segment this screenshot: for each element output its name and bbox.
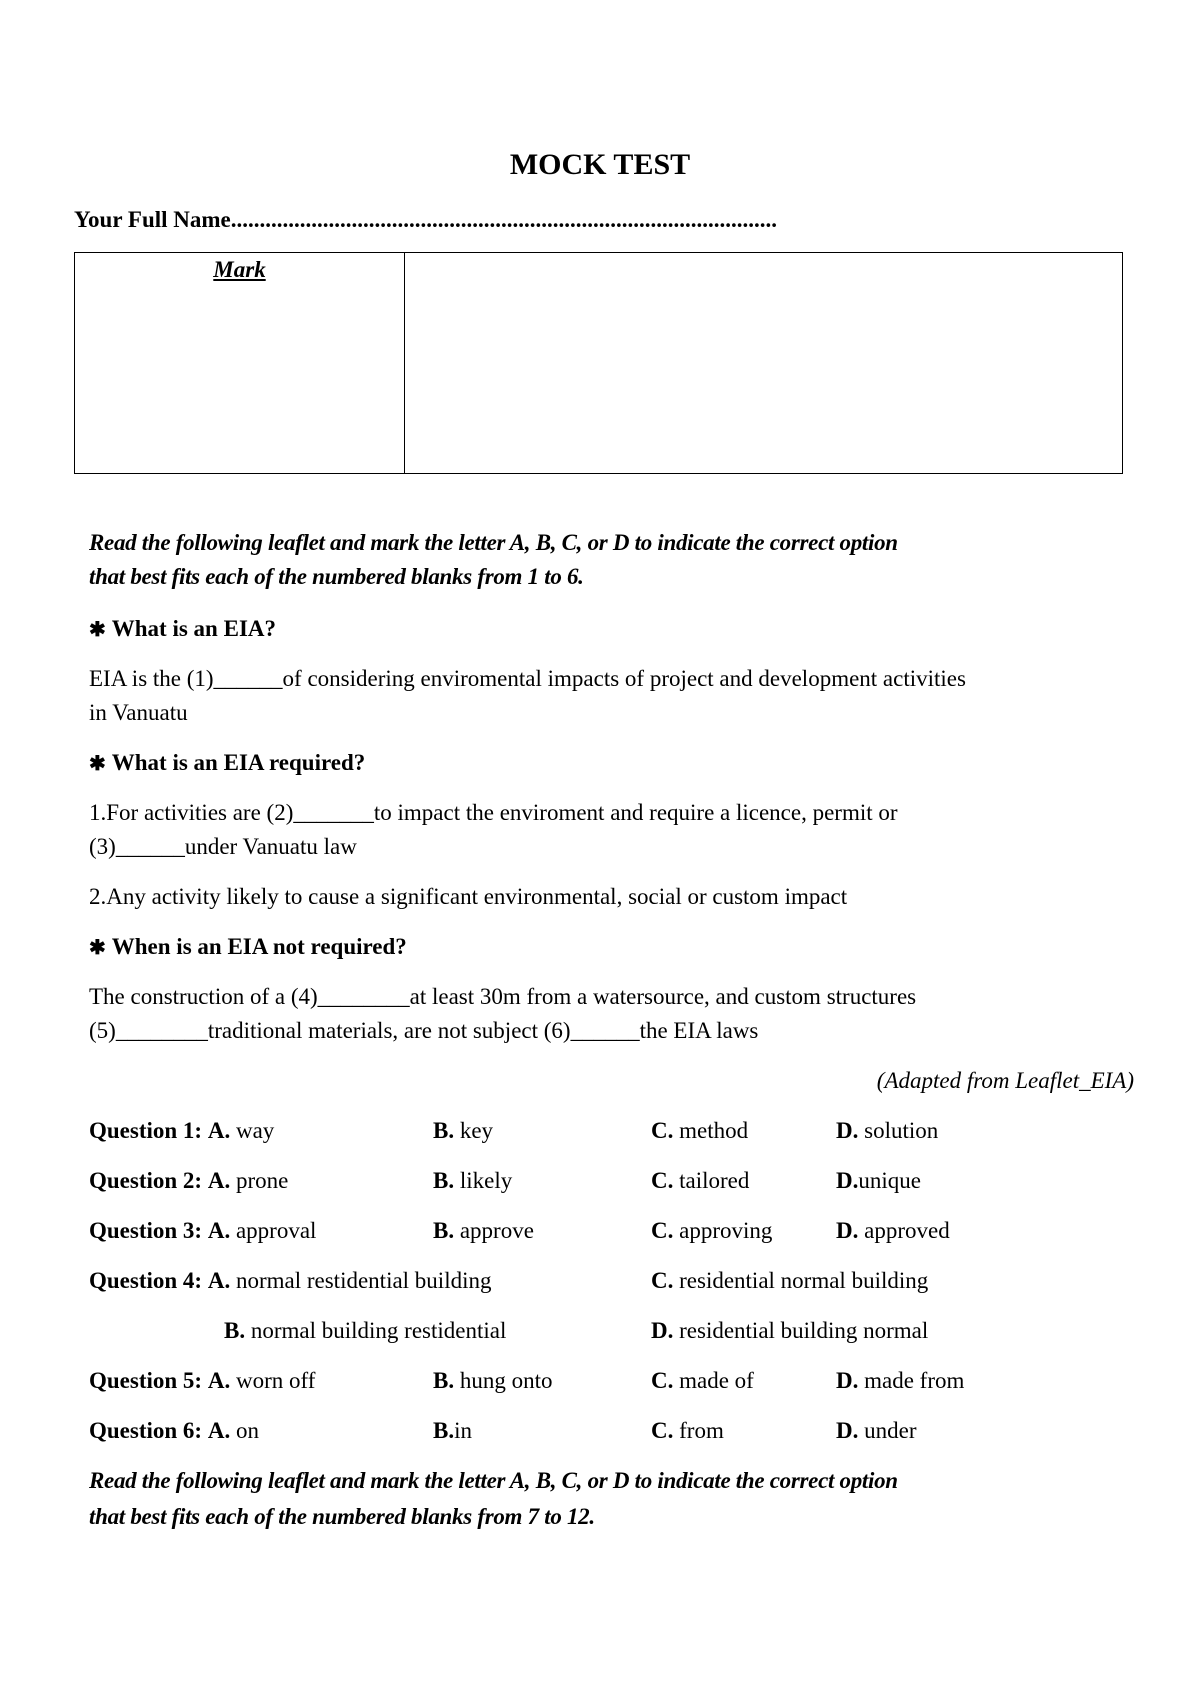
paragraph-line: (3)______under Vanuatu law (89, 834, 357, 859)
mark-table (74, 252, 1123, 474)
page-title: MOCK TEST (509, 148, 691, 181)
option-d: D. solution (836, 1118, 939, 1143)
star-icon: ✱ (89, 937, 106, 959)
question-label: Question 4: A. normal restidential building (89, 1268, 492, 1293)
option-c: C. residential normal building (651, 1268, 929, 1293)
instruction-line: Read the following leaflet and mark the letter A, B, C, or D to indicate the correct option (89, 530, 898, 555)
option-b: B. hung onto (433, 1368, 553, 1393)
option-b: B.in (433, 1418, 472, 1443)
question-label: Question 3: A. approval (89, 1218, 317, 1243)
option-c: C. made of (651, 1368, 754, 1393)
option-b: B. normal building restidential (224, 1318, 507, 1343)
instruction-line: Read the following leaflet and mark the letter A, B, C, or D to indicate the correct option (89, 1468, 898, 1493)
option-d: D. approved (836, 1218, 950, 1243)
question-label: Question 1: A. way (89, 1118, 275, 1143)
paragraph-line: The construction of a (4)________at least 30m from a watersource, and custom structures (89, 984, 917, 1009)
paragraph-line: in Vanuatu (89, 700, 188, 725)
option-d: D. residential building normal (651, 1318, 929, 1343)
paragraph-line: (5)________traditional materials, are not subject (6)______the EIA laws (89, 1018, 759, 1043)
section-heading: ✱ When is an EIA not required? (89, 934, 407, 959)
option-c: C. from (651, 1418, 724, 1443)
option-c: C. method (651, 1118, 749, 1143)
question-label: Question 5: A. worn off (89, 1368, 316, 1393)
mark-label: Mark (213, 257, 266, 282)
option-d: D. under (836, 1418, 917, 1443)
option-b: B. approve (433, 1218, 534, 1243)
option-b: B. key (433, 1118, 494, 1143)
paragraph-line: 1.For activities are (2)_______to impact the enviroment and require a licence, permit or (89, 800, 898, 825)
mark-divider (404, 253, 405, 473)
section-heading: ✱ What is an EIA? (89, 616, 276, 641)
question-label: Question 2: A. prone (89, 1168, 289, 1193)
star-icon: ✱ (89, 619, 106, 641)
option-c: C. approving (651, 1218, 773, 1243)
option-b: B. likely (433, 1168, 513, 1193)
option-d: D.unique (836, 1168, 921, 1193)
source-citation: (Adapted from Leaflet_EIA) (876, 1068, 1134, 1093)
instruction-line: that best fits each of the numbered blanks from 7 to 12. (89, 1504, 595, 1529)
paragraph-line: EIA is the (1)______of considering enviromental impacts of project and development activities (89, 666, 966, 691)
paragraph-line: 2.Any activity likely to cause a significant environmental, social or custom impact (89, 884, 848, 909)
section-heading: ✱ What is an EIA required? (89, 750, 366, 775)
instruction-line: that best fits each of the numbered blanks from 1 to 6. (89, 564, 584, 589)
question-label: Question 6: A. on (89, 1418, 259, 1443)
option-d: D. made from (836, 1368, 965, 1393)
option-c: C. tailored (651, 1168, 750, 1193)
star-icon: ✱ (89, 753, 106, 775)
full-name-line: Your Full Name............................................................................................... (74, 207, 777, 232)
